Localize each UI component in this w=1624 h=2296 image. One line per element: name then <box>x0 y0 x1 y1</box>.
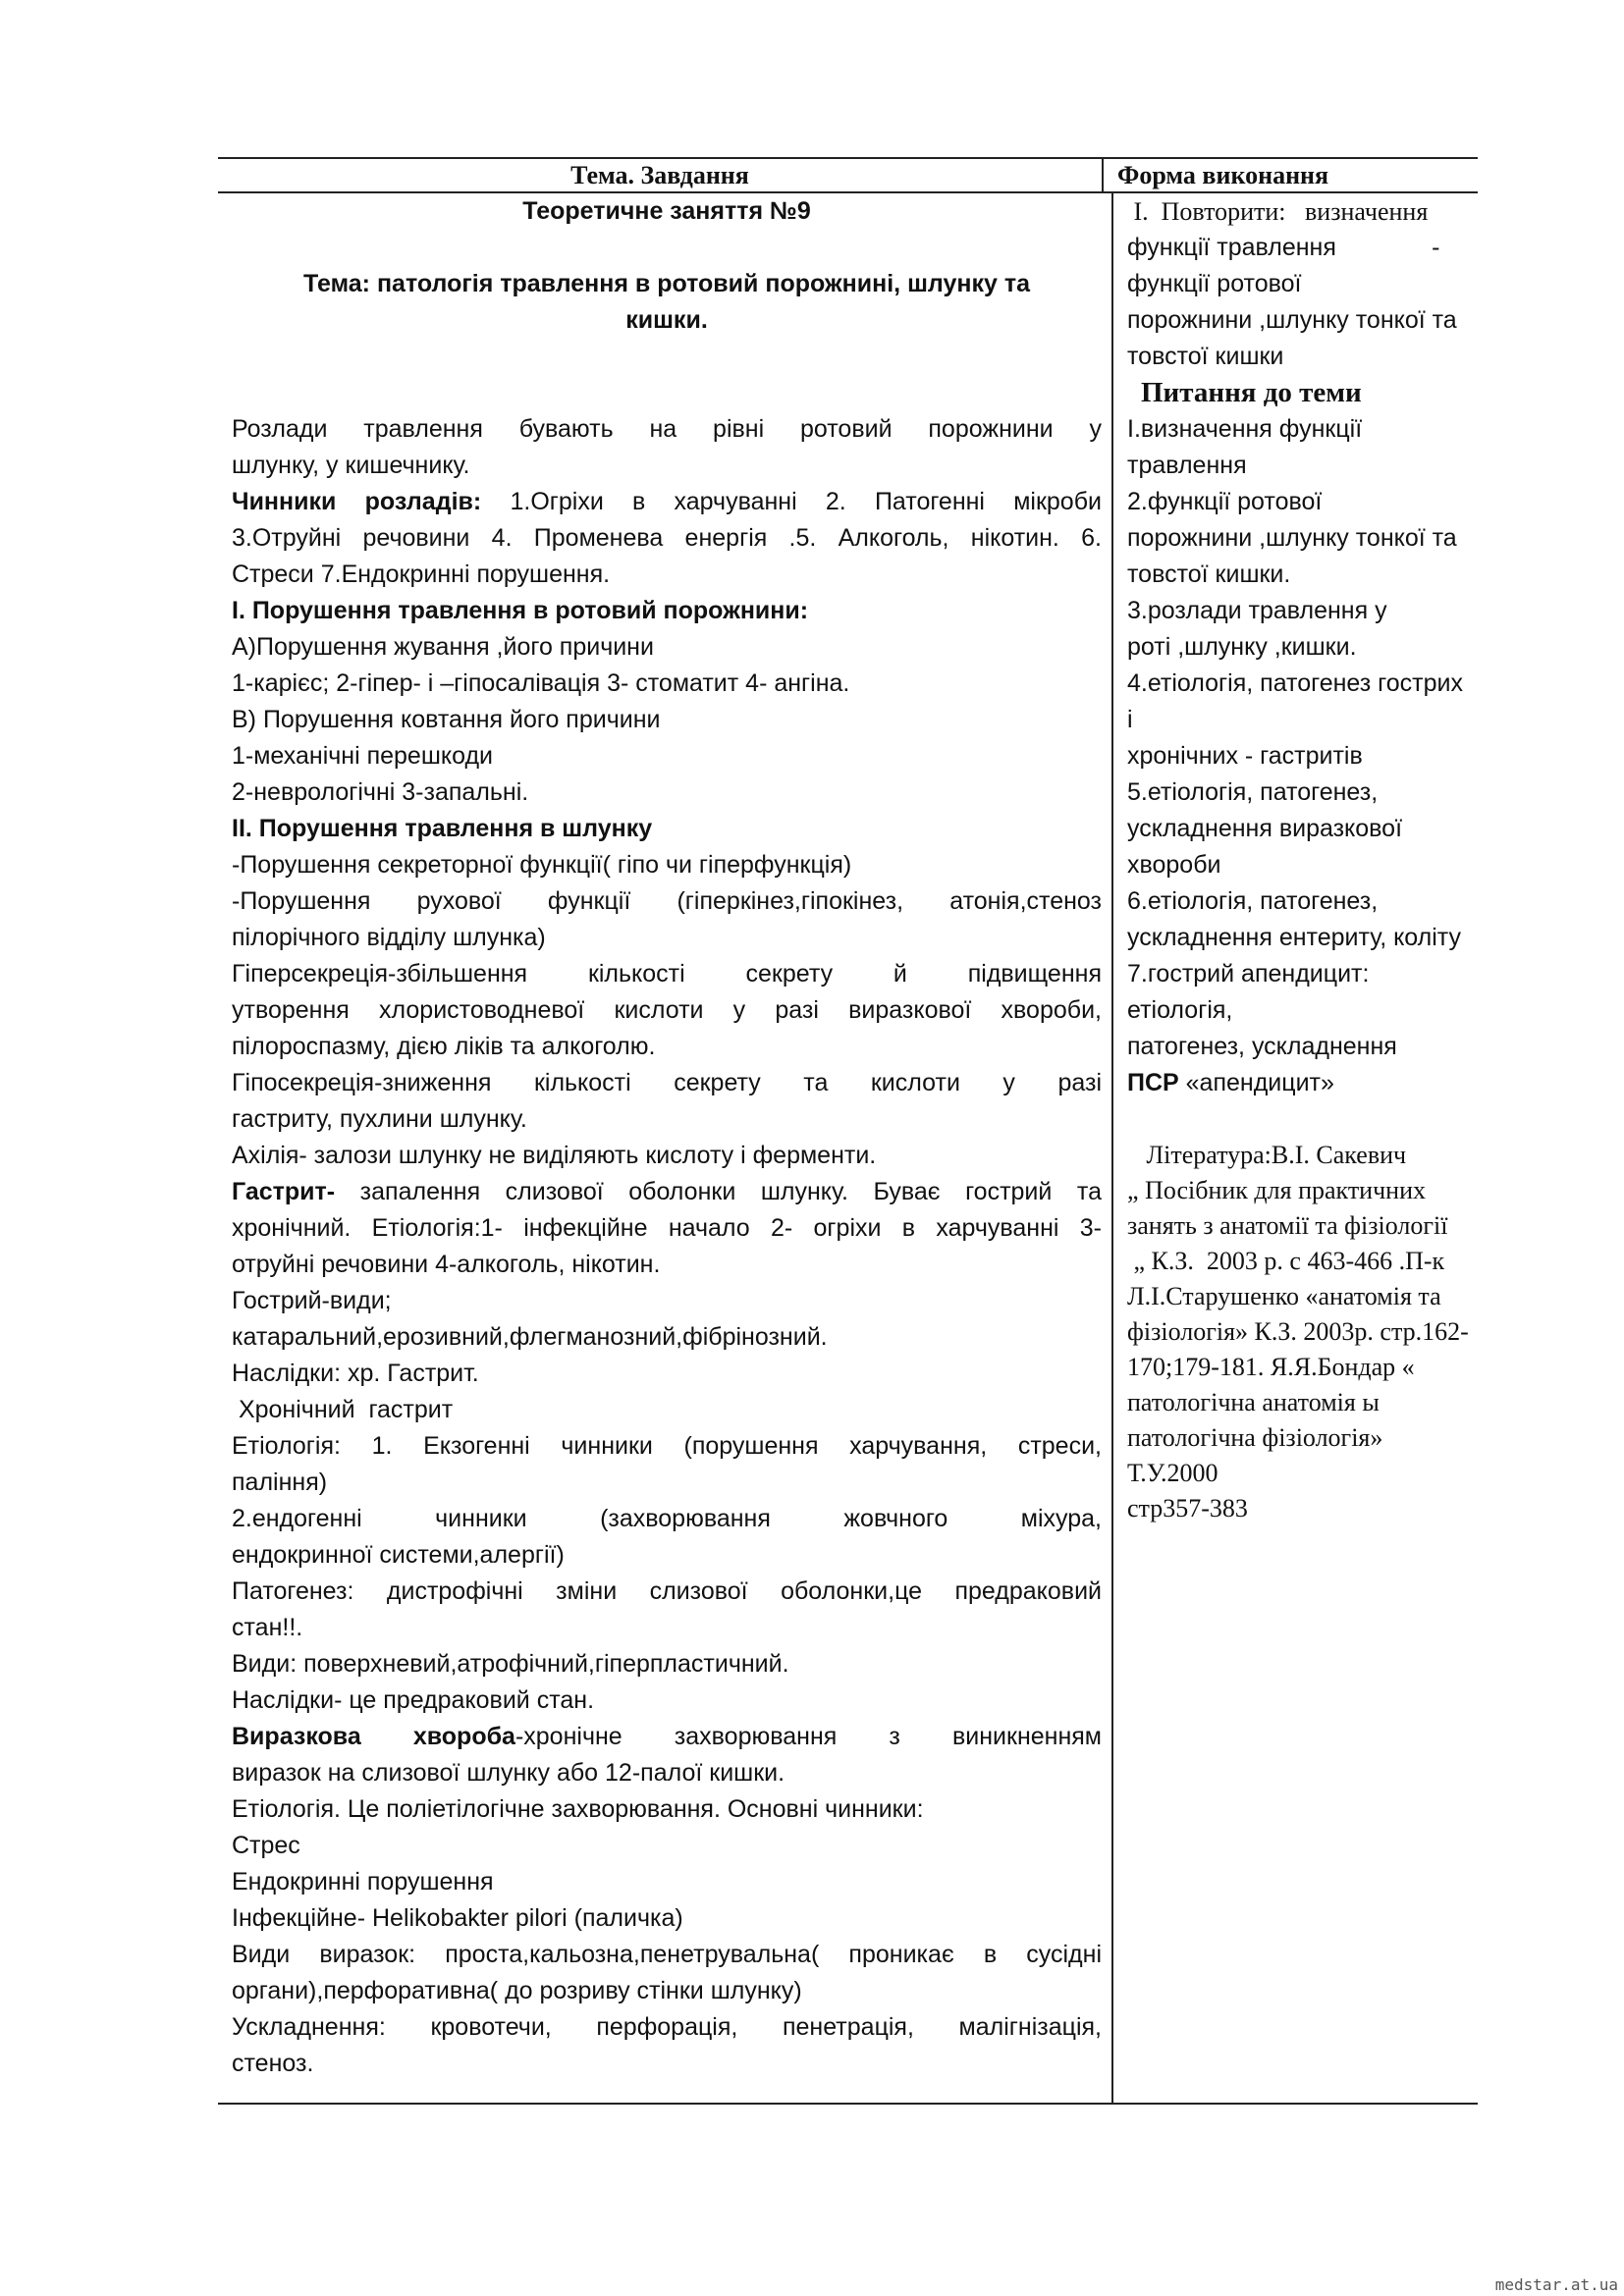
chronic-types: Види: поверхневий,атрофічний,гіперпластичний. <box>232 1650 789 1678</box>
question-4a: 4.етіологія, патогенез гострих і <box>1127 669 1463 733</box>
lesson-title: Теоретичне заняття №9 <box>522 197 811 225</box>
question-3a: 3.розлади травлення у <box>1127 597 1387 624</box>
literature-line-1: Література:В.І. Сакевич <box>1127 1141 1407 1169</box>
literature-line-8: патологічна анатомія ы <box>1127 1388 1380 1416</box>
ulcer-types-line-1: Види виразок: проста,кальозна,пенетрувальна( проникає в сусідні <box>232 1941 1102 1968</box>
literature-line-10: стр357-383 <box>1127 1494 1248 1522</box>
gastritis-line-2: хронічний. Етіологія:1- інфекційне начало 2- огріхи в харчуванні 3- <box>232 1214 1102 1242</box>
question-1: I.визначення функції травлення <box>1127 415 1363 479</box>
hyper-line-1: Гіперсекреція-збільшення кількості секрету й підвищення <box>232 960 1102 988</box>
s1-chewing-causes: 1-карієс; 2-гіпер- і –гіпосалівація 3- стоматит 4- ангіна. <box>232 669 850 697</box>
s1-swallowing: В) Порушення ковтання його причини <box>232 706 661 733</box>
question-4b: хронічних - гастритів <box>1127 742 1363 770</box>
s2-secretory: -Порушення секреторної функції( гіпо чи гіперфункція) <box>232 851 852 879</box>
question-5a: 5.етіологія, патогенез, <box>1127 778 1379 806</box>
table-header <box>218 157 1478 193</box>
header-execution-form: Форма виконання <box>1117 161 1329 189</box>
ulcer-label: Виразкова хвороба <box>232 1723 515 1750</box>
s2-motor-line-2: пілорічного відділу шлунка) <box>232 924 546 951</box>
repeat-line-1: I. Повторити: визначення <box>1127 197 1429 226</box>
ulcer-etiology: Етіологія. Це поліетілогічне захворювання. Основні чинники: <box>232 1795 924 1823</box>
chronic-title: Хронічний гастрит <box>232 1396 454 1423</box>
repeat-line-3: функції ротової <box>1127 270 1302 297</box>
literature-line-3: занять з анатомії та фізіології <box>1127 1211 1448 1240</box>
question-6b: ускладнення ентериту, коліту <box>1127 924 1462 951</box>
intro-line-2: шлунку, у кишечнику. <box>232 452 470 479</box>
hyper-line-2: утворення хлористоводневої кислоти у разі виразкової хвороби, <box>232 996 1102 1024</box>
right-column <box>1113 193 1478 2103</box>
question-2b: порожнини ,шлунку тонкої та <box>1127 524 1457 552</box>
literature-line-5: Л.І.Старушенко «анатомія та <box>1127 1282 1441 1310</box>
spacer <box>1127 1101 1472 1138</box>
literature-line-4: „ К.З. 2003 р. с 463-466 .П-к <box>1127 1247 1445 1275</box>
question-3b: роті ,шлунку ,кишки. <box>1127 633 1357 661</box>
achylia: Ахілія- залози шлунку не виділяють кислоту і ферменти. <box>232 1142 877 1169</box>
psr-line <box>1127 1065 1472 1101</box>
hypo-line-2: гастриту, пухлини шлунку. <box>232 1105 527 1133</box>
question-7b: патогенез, ускладнення <box>1127 1033 1397 1060</box>
acute-types: Гострий-види; <box>232 1287 392 1314</box>
section-1-title: I. Порушення травлення в ротовий порожнини: <box>232 597 809 624</box>
s1-swallowing-cause-1: 1-механічні перешкоди <box>232 742 494 770</box>
topic-line-2: кишки. <box>625 306 708 334</box>
s1-chewing: А)Порушення жування ,його причини <box>232 633 654 661</box>
intro-line-1: Розлади травлення бувають на рівні ротовий порожнини у <box>232 415 1102 443</box>
factors-line-2: 3.Отруйні речовини 4. Променева енергія .5. Алкоголь, нікотин. 6. <box>232 524 1102 552</box>
question-2a: 2.функції ротової <box>1127 488 1323 515</box>
ulcer-types-line-2: органи),перфоративна( до розриву стінки шлунку) <box>232 1977 802 2004</box>
chronic-etio-line-1: Етіологія: 1. Екзогенні чинники (порушення харчування, стреси, <box>232 1432 1102 1460</box>
ulcer-factor-3: Інфекційне- Helikobakter pilori (паличка) <box>232 1904 683 1932</box>
section-2-title: II. Порушення травлення в шлунку <box>232 815 653 842</box>
literature-line-2: „ Посібник для практичних <box>1127 1176 1427 1204</box>
ulcer-factor-2: Ендокринні порушення <box>232 1868 494 1896</box>
repeat-line-5: товстої кишки <box>1127 343 1284 370</box>
gastritis-label: Гастрит- <box>232 1178 336 1205</box>
ulcer-factor-1: Стрес <box>232 1832 300 1859</box>
header-topic-task: Тема. Завдання <box>218 159 1104 191</box>
repeat-line-4: порожнини ,шлунку тонкої та <box>1127 306 1457 334</box>
ulcer-line-2: виразок на слизової шлунку або 12-палої кишки. <box>232 1759 785 1787</box>
left-column <box>218 193 1113 2103</box>
chronic-endo-line-2: ендокринної системи,алергії) <box>232 1541 565 1569</box>
ulcer-text: -хронічне захворювання з виникненням <box>514 1723 1102 1750</box>
factors-line-1 <box>232 484 1102 520</box>
pathogenesis-line-2: стан!!. <box>232 1614 303 1641</box>
chronic-endo-line-1: 2.ендогенні чинники (захворювання жовчного міхура, <box>232 1505 1102 1532</box>
pathogenesis-line-1: Патогенез: дистрофічні зміни слизової оболонки,це предраковий <box>232 1577 1102 1605</box>
s1-swallowing-cause-2: 2-неврологічні 3-запальні. <box>232 778 529 806</box>
s2-motor-line-1: -Порушення рухової функції (гіперкінез,гіпокінез, атонія,стеноз <box>232 887 1102 915</box>
gastritis-line-1 <box>232 1174 1102 1210</box>
table-body <box>218 193 1478 2105</box>
spacer <box>232 230 1102 266</box>
factors-label: Чинники розладів: <box>232 488 482 515</box>
literature-line-9: патологічна фізіологія» Т.У.2000 <box>1127 1423 1383 1487</box>
psr-label: ПСР <box>1127 1069 1179 1096</box>
factors-text: 1.Огріхи в харчуванні 2. Патогенні мікроби <box>481 488 1102 515</box>
site-watermark: medstar.at.ua <box>1494 2275 1618 2294</box>
hyper-line-3: пілороспазму, дією ліків та алкоголю. <box>232 1033 656 1060</box>
topic-line-1: Тема: патологія травлення в ротовий порожнині, шлунку та <box>303 270 1030 297</box>
ulcer-complications-line-2: стеноз. <box>232 2050 314 2077</box>
psr-text: «апендицит» <box>1178 1069 1334 1096</box>
ulcer-complications-line-1: Ускладнення: кровотечи, перфорація, пенетрація, малігнізація, <box>232 2013 1102 2041</box>
hypo-line-1: Гіпосекреція-зниження кількості секрету та кислоти у разі <box>232 1069 1102 1096</box>
acute-list: катаральний,ерозивний,флегманозний,фібрінозний. <box>232 1323 828 1351</box>
ulcer-line-1 <box>232 1719 1102 1755</box>
acute-result: Наслідки: хр. Гастрит. <box>232 1360 479 1387</box>
chronic-result: Наслідки- це предраковий стан. <box>232 1686 595 1714</box>
questions-title: Питання до теми <box>1141 377 1362 408</box>
literature-line-7: 170;179-181. Я.Я.Бондар « <box>1127 1353 1415 1381</box>
question-7a: 7.гострий апендицит: етіологія, <box>1127 960 1370 1024</box>
chronic-etio-line-2: паління) <box>232 1468 328 1496</box>
document-table <box>218 157 1478 2105</box>
spacer <box>232 339 1102 411</box>
gastritis-text: запалення слизової оболонки шлунку. Буває гострий та <box>335 1178 1102 1205</box>
factors-line-3: Стреси 7.Ендокринні порушення. <box>232 561 611 588</box>
literature-line-6: фізіологія» К.З. 2003р. стр.162- <box>1127 1317 1469 1346</box>
repeat-line-2: функції травлення - <box>1127 234 1440 261</box>
gastritis-line-3: отруйні речовини 4-алкоголь, нікотин. <box>232 1251 661 1278</box>
question-6a: 6.етіологія, патогенез, <box>1127 887 1379 915</box>
question-5b: ускладнення виразкової хвороби <box>1127 815 1403 879</box>
question-2c: товстої кишки. <box>1127 561 1291 588</box>
